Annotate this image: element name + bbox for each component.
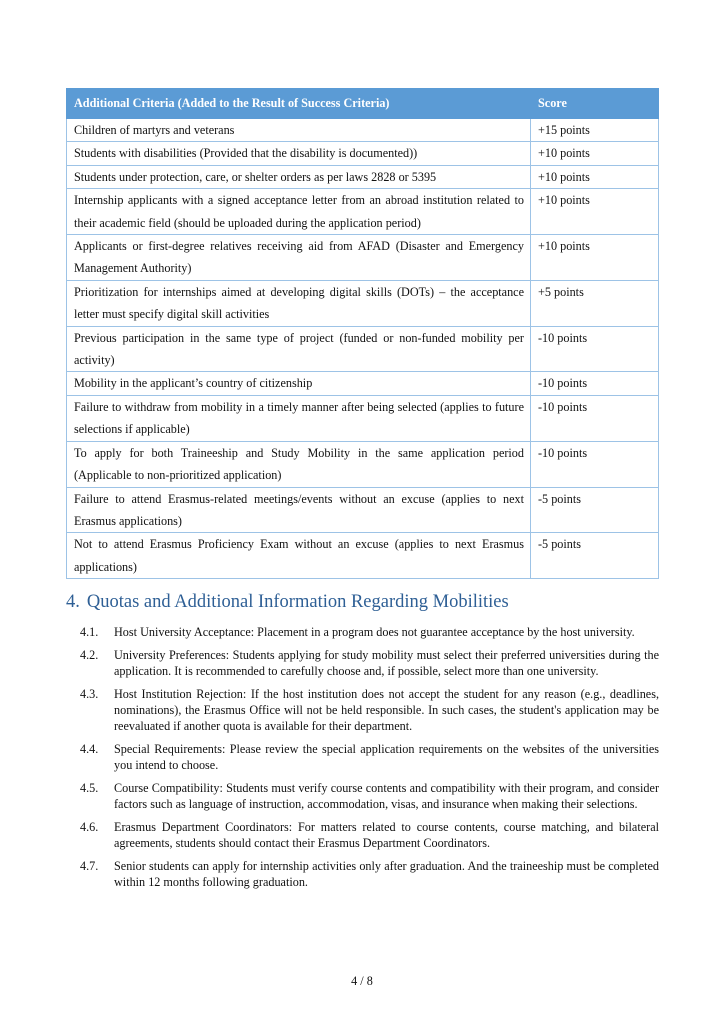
page-number: 4 / 8 bbox=[351, 974, 373, 988]
section-title: Quotas and Additional Information Regarding Mobilities bbox=[86, 592, 509, 612]
criteria-column-header: Additional Criteria (Added to the Result of Success Criteria) bbox=[67, 89, 531, 119]
table-row bbox=[67, 142, 659, 165]
table-header-row bbox=[67, 89, 659, 119]
list-item bbox=[80, 819, 659, 851]
list-item bbox=[80, 624, 659, 640]
table-row bbox=[67, 372, 659, 395]
criterion-cell: Failure to attend Erasmus-related meetings/events without an excuse (applies to next Erasmus applications) bbox=[67, 487, 531, 533]
list-item bbox=[80, 647, 659, 679]
score-cell: +10 points bbox=[531, 189, 659, 235]
item-text: Erasmus Department Coordinators: For matters related to course contents, course matching, and bilateral agreements, students should contact their Erasmus Department Coordinators. bbox=[114, 820, 659, 850]
criterion-cell: Not to attend Erasmus Proficiency Exam without an excuse (applies to next Erasmus applications) bbox=[67, 533, 531, 579]
score-column-header: Score bbox=[531, 89, 659, 119]
criterion-cell: Applicants or first-degree relatives receiving aid from AFAD (Disaster and Emergency Management Authority) bbox=[67, 235, 531, 281]
score-cell: +10 points bbox=[531, 142, 659, 165]
table-row bbox=[67, 165, 659, 188]
score-cell: +10 points bbox=[531, 235, 659, 281]
section-item-list bbox=[80, 624, 659, 897]
item-text: Host University Acceptance: Placement in a program does not guarantee acceptance by the host university. bbox=[114, 625, 635, 639]
table-row bbox=[67, 487, 659, 533]
item-text: Special Requirements: Please review the special application requirements on the websites of the universities you intend to choose. bbox=[114, 742, 659, 772]
item-number: 4.1. bbox=[80, 625, 99, 639]
criterion-cell: Mobility in the applicant’s country of citizenship bbox=[67, 372, 531, 395]
score-cell: +15 points bbox=[531, 119, 659, 142]
score-cell: -5 points bbox=[531, 487, 659, 533]
list-item bbox=[80, 780, 659, 812]
table-row bbox=[67, 280, 659, 326]
table-row bbox=[67, 441, 659, 487]
item-text: Course Compatibility: Students must verify course contents and compatibility with their program, and consider factors such as language of instruction, accommodation, visas, and insurance when making their selections. bbox=[114, 781, 659, 811]
score-cell: +5 points bbox=[531, 280, 659, 326]
score-cell: -10 points bbox=[531, 395, 659, 441]
item-text: Senior students can apply for internship activities only after graduation. And the traineeship must be completed within 12 months following graduation. bbox=[114, 859, 659, 889]
list-item bbox=[80, 686, 659, 734]
section-heading bbox=[66, 592, 509, 613]
table-row bbox=[67, 235, 659, 281]
item-number: 4.2. bbox=[80, 648, 99, 662]
criterion-cell: Previous participation in the same type of project (funded or non-funded mobility per activity) bbox=[67, 326, 531, 372]
section-number: 4. bbox=[66, 592, 80, 612]
item-text: University Preferences: Students applying for study mobility must select their preferred universities during the application. It is recommended to carefully choose and, if possible, select more than one university. bbox=[114, 648, 659, 678]
item-number: 4.7. bbox=[80, 859, 99, 873]
score-cell: -10 points bbox=[531, 372, 659, 395]
score-cell: -10 points bbox=[531, 441, 659, 487]
criteria-table-body bbox=[67, 119, 659, 579]
table-row bbox=[67, 533, 659, 579]
additional-criteria-table bbox=[66, 88, 659, 579]
list-item bbox=[80, 858, 659, 890]
item-number: 4.3. bbox=[80, 687, 99, 701]
criterion-cell: Failure to withdraw from mobility in a timely manner after being selected (applies to future selections if applicable) bbox=[67, 395, 531, 441]
item-number: 4.4. bbox=[80, 742, 99, 756]
criterion-cell: Internship applicants with a signed acceptance letter from an abroad institution related to their academic field (should be uploaded during the application period) bbox=[67, 189, 531, 235]
list-item bbox=[80, 741, 659, 773]
criterion-cell: Students with disabilities (Provided that the disability is documented)) bbox=[67, 142, 531, 165]
item-number: 4.6. bbox=[80, 820, 99, 834]
score-cell: +10 points bbox=[531, 165, 659, 188]
item-text: Host Institution Rejection: If the host institution does not accept the student for any reason (e.g., deadlines, nominations), the Erasmus Office will not be held responsible. In such cases, the student's application may be reevaluated if another quota is available for their department. bbox=[114, 687, 659, 733]
table-row bbox=[67, 326, 659, 372]
table-row bbox=[67, 189, 659, 235]
criterion-cell: Children of martyrs and veterans bbox=[67, 119, 531, 142]
criterion-cell: Prioritization for internships aimed at developing digital skills (DOTs) – the acceptance letter must specify digital skill activities bbox=[67, 280, 531, 326]
criterion-cell: To apply for both Traineeship and Study Mobility in the same application period (Applicable to non-prioritized application) bbox=[67, 441, 531, 487]
score-cell: -5 points bbox=[531, 533, 659, 579]
table-row bbox=[67, 395, 659, 441]
criterion-cell: Students under protection, care, or shelter orders as per laws 2828 or 5395 bbox=[67, 165, 531, 188]
score-cell: -10 points bbox=[531, 326, 659, 372]
table-row bbox=[67, 119, 659, 142]
item-number: 4.5. bbox=[80, 781, 99, 795]
